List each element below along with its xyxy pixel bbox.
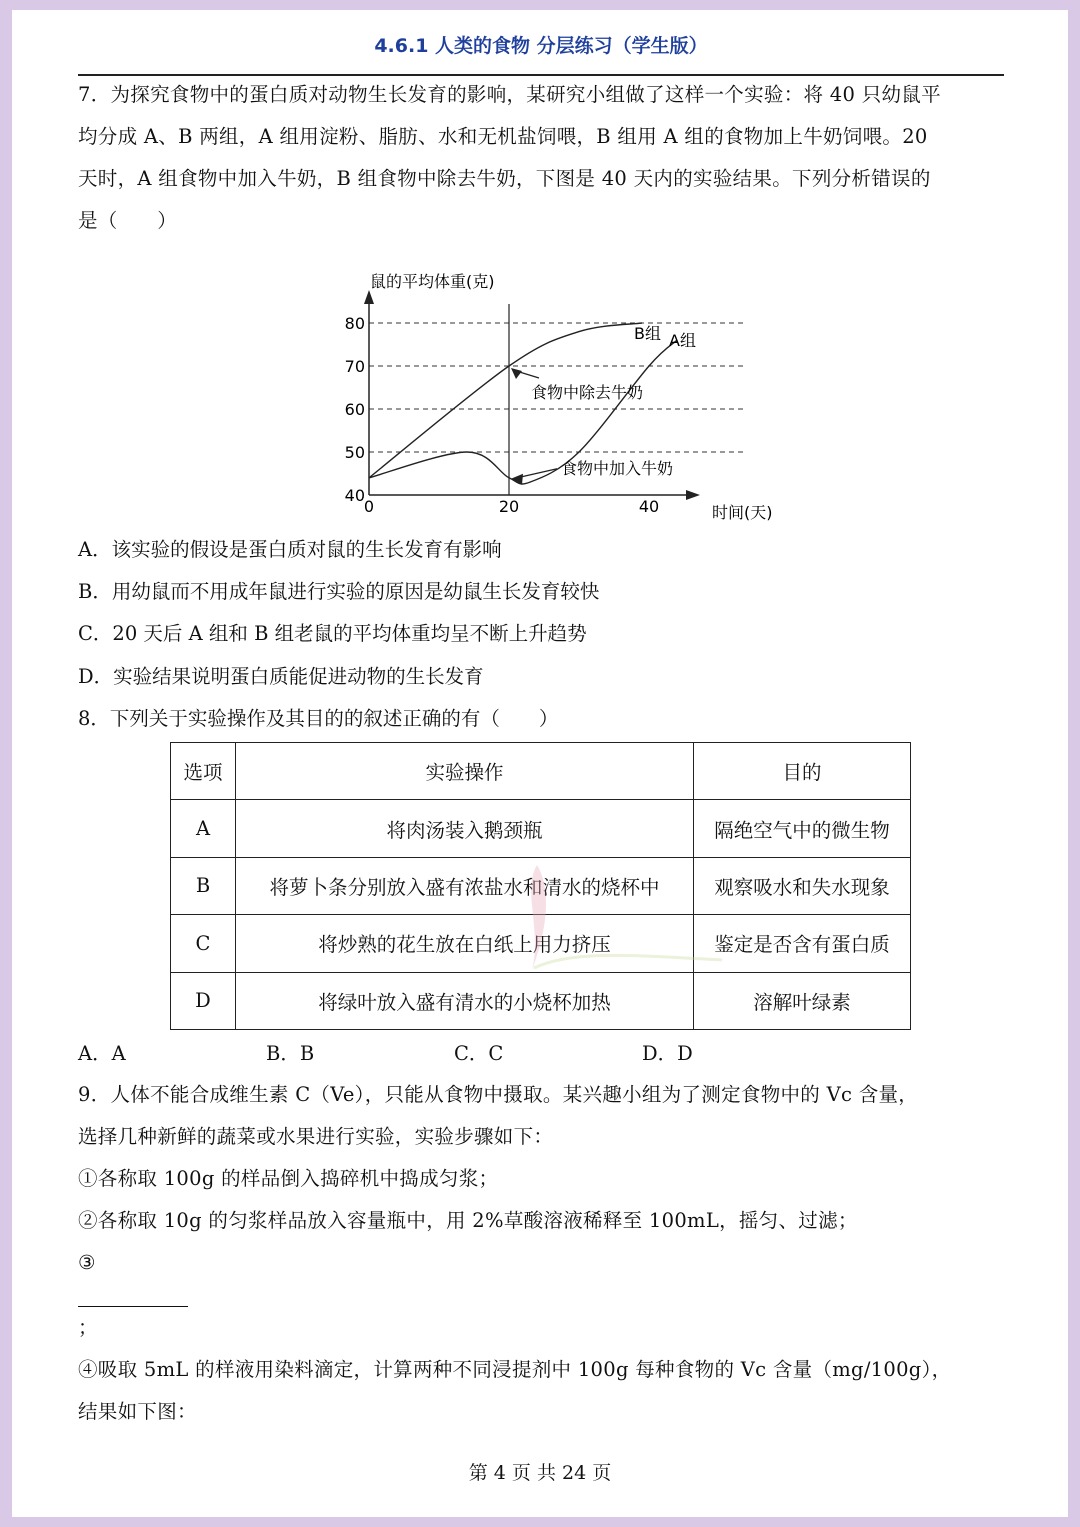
text-line: 天时，A 组食物中加入牛奶，B 组食物中除去牛奶，下图是 40 天内的实验结果。下列分析错误的: [78, 167, 931, 190]
x-tick-label: 0: [363, 497, 375, 516]
series-b-label: B组: [634, 324, 661, 343]
header-operation: 实验操作: [236, 743, 694, 800]
fill-blank[interactable]: [78, 1284, 188, 1307]
question-8-stem: 8．下列关于实验操作及其目的的叙述正确的有（ ）: [78, 707, 559, 730]
table-row: [171, 972, 911, 1029]
cell-operation: 将肉汤装入鹅颈瓶: [236, 800, 694, 857]
cell-purpose: 鉴定是否含有蛋白质: [694, 915, 911, 972]
cell-purpose: 观察吸水和失水现象: [694, 857, 911, 914]
text-line: ②各称取 10g 的匀浆样品放入容量瓶中，用 2%草酸溶液稀释至 100mL，摇匀、过滤；: [78, 1209, 858, 1232]
question-9-stem: [78, 1074, 1008, 1433]
page-title: 4.6.1 人类的食物 分层练习（学生版）: [374, 35, 708, 57]
text-line: 9．人体不能合成维生素 C（Ve），只能从食物中摄取。某兴趣小组为了测定食物中的 Vc 含量，: [78, 1083, 919, 1106]
table-header-row: [171, 743, 911, 800]
choice-b[interactable]: B．B: [266, 1042, 315, 1065]
page-footer: 第 4 页 共 24 页: [468, 1462, 612, 1484]
text-line: 选择几种新鲜的蔬菜或水果进行实验，实验步骤如下：: [78, 1125, 554, 1148]
y-tick-label: 80: [344, 314, 365, 333]
text-line: ④吸取 5mL 的样液用染料滴定，计算两种不同浸提剂中 100g 每种食物的 Vc 含量（mg/100g），: [78, 1358, 952, 1381]
document-page: [12, 10, 1068, 1517]
y-tick-label: 60: [344, 400, 365, 419]
cell-operation: 将绿叶放入盛有清水的小烧杯加热: [236, 972, 694, 1029]
cell-operation: 将萝卜条分别放入盛有浓盐水和清水的烧杯中: [236, 857, 694, 914]
x-axis-arrow: [686, 490, 700, 500]
x-axis-label: 时间(天): [712, 503, 773, 522]
cell-option: C: [171, 915, 236, 972]
annotation-add-milk: 食物中加入牛奶: [561, 458, 674, 478]
cell-option: A: [171, 800, 236, 857]
y-tick-label: 70: [344, 357, 365, 376]
weight-line-chart: [342, 260, 802, 530]
option-a[interactable]: A．该实验的假设是蛋白质对鼠的生长发育有影响: [78, 538, 502, 561]
cell-operation: 将炒熟的花生放在白纸上用力挤压: [236, 915, 694, 972]
option-c[interactable]: C．20 天后 A 组和 B 组老鼠的平均体重均呈不断上升趋势: [78, 622, 587, 645]
header-option: 选项: [171, 743, 236, 800]
table-row: [171, 915, 911, 972]
annotation-remove-milk: 食物中除去牛奶: [531, 383, 644, 402]
option-b[interactable]: B．用幼鼠而不用成年鼠进行实验的原因是幼鼠生长发育较快: [78, 580, 600, 603]
series-a-label: A组: [669, 331, 696, 351]
cell-purpose: 隔绝空气中的微生物: [694, 800, 911, 857]
text-line: 7．为探究食物中的蛋白质对动物生长发育的影响，某研究小组做了这样一个实验：将 40 只幼鼠平: [78, 83, 941, 106]
x-tick-label: 20: [498, 497, 520, 516]
choice-d[interactable]: D．D: [642, 1042, 693, 1065]
y-tick-label: 50: [344, 443, 365, 462]
header-purpose: 目的: [694, 743, 911, 800]
choice-c[interactable]: C．C: [454, 1042, 504, 1065]
cell-option: B: [171, 857, 236, 914]
text-line: 结果如下图：: [78, 1400, 197, 1423]
experiment-table: [170, 742, 911, 1030]
annotation-arrowhead: [511, 368, 522, 379]
table-row: [171, 857, 911, 914]
y-tick-label: 40: [344, 486, 365, 505]
y-axis-arrow: [364, 290, 374, 304]
question-7-stem: [78, 74, 1008, 242]
choice-a[interactable]: A．A: [78, 1042, 126, 1065]
y-axis-label: 鼠的平均体重(克): [370, 272, 495, 291]
question-8-choices: [78, 1038, 878, 1068]
step-3-marker: ③: [78, 1251, 96, 1274]
text-line: 均分成 A、B 两组，A 组用淀粉、脂肪、水和无机盐饲喂，B 组用 A 组的食物加上牛奶饲喂。20: [78, 125, 928, 148]
table-row: [171, 800, 911, 857]
text-line: ①各称取 100g 的样品倒入捣碎机中捣成匀浆；: [78, 1167, 499, 1190]
option-d[interactable]: D．实验结果说明蛋白质能促进动物的生长发育: [78, 665, 484, 688]
text-line: 是（ ）: [78, 209, 178, 232]
x-tick-label: 40: [638, 497, 660, 516]
cell-option: D: [171, 972, 236, 1029]
cell-purpose: 溶解叶绿素: [694, 972, 911, 1029]
page-header: [78, 30, 1004, 76]
step-3-end: ；: [78, 1316, 98, 1339]
step-3-line: [78, 1242, 1008, 1349]
